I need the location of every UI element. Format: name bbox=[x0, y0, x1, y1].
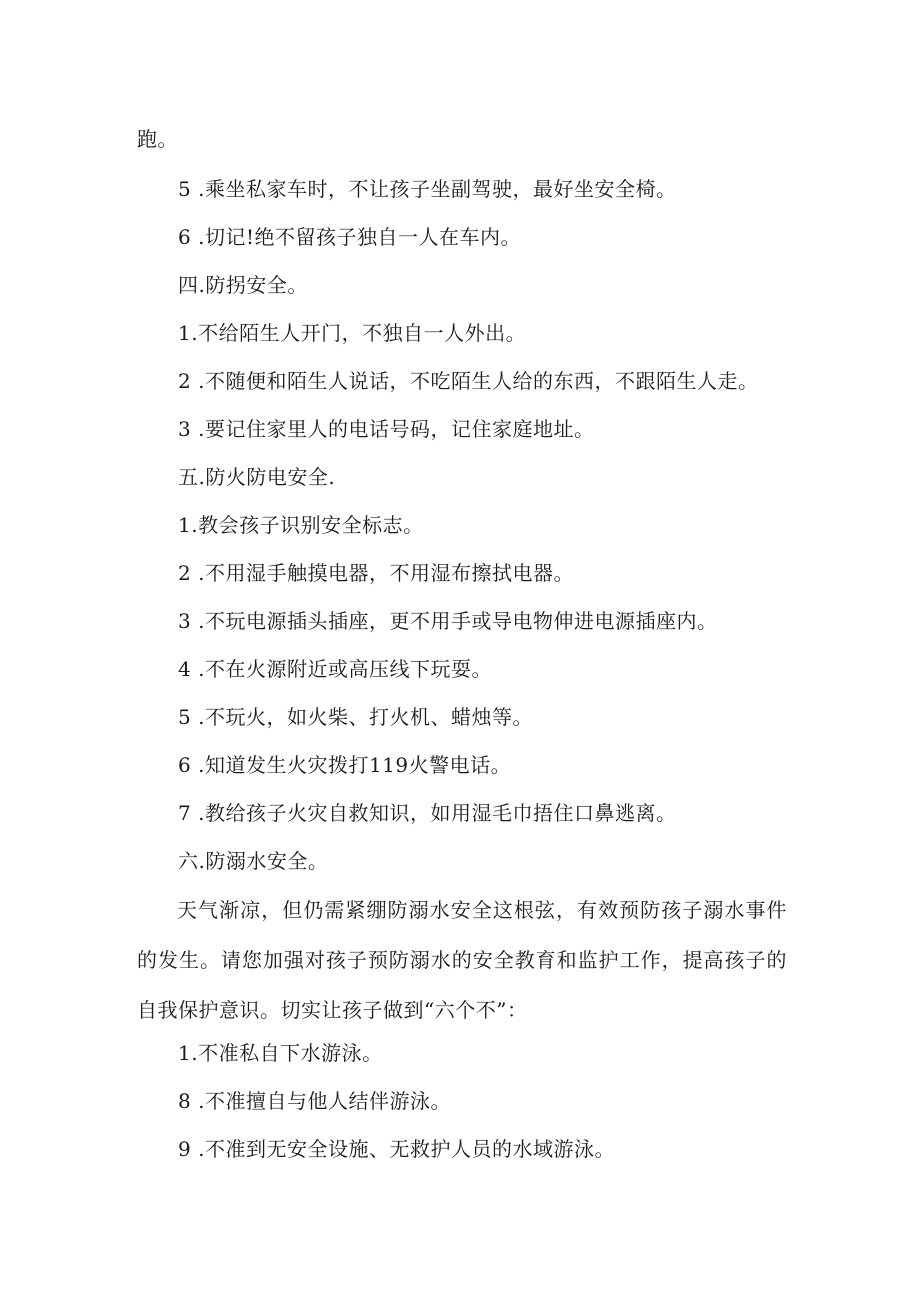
section-heading: 五.防火防电安全. bbox=[178, 465, 336, 489]
list-item: 4 .不在火源附近或高压线下玩耍。 bbox=[178, 657, 492, 681]
list-item: 8 .不准擅自与他人结伴游泳。 bbox=[178, 1089, 451, 1113]
section-heading: 六.防溺水安全。 bbox=[178, 849, 329, 873]
continuation-text: 跑。 bbox=[137, 127, 178, 151]
list-item: 3 .要记住家里人的电话号码，记住家庭地址。 bbox=[178, 417, 595, 441]
list-item: 6 .知道发生火灾拨打119火警电话。 bbox=[178, 753, 512, 777]
list-item: 9 .不准到无安全设施、无救护人员的水域游泳。 bbox=[178, 1137, 615, 1161]
list-item: 1.教会孩子识别安全标志。 bbox=[178, 513, 424, 537]
section-heading: 四.防拐安全。 bbox=[178, 273, 308, 297]
list-item: 2 .不用湿手触摸电器，不用湿布擦拭电器。 bbox=[178, 561, 574, 585]
list-item: 5 .不玩火，如火柴、打火机、蜡烛等。 bbox=[178, 705, 533, 729]
list-item: 2 .不随便和陌生人说话，不吃陌生人给的东西，不跟陌生人走。 bbox=[178, 369, 759, 393]
list-item: 1.不给陌生人开门，不独自一人外出。 bbox=[178, 321, 527, 345]
list-item: 5 .乘坐私家车时，不让孩子坐副驾驶，最好坐安全椅。 bbox=[178, 177, 677, 201]
list-item: 1.不准私自下水游泳。 bbox=[178, 1041, 383, 1065]
list-item: 7 .教给孩子火灾自救知识，如用湿毛巾捂住口鼻逃离。 bbox=[178, 801, 677, 825]
list-item: 6 .切记!绝不留孩子独自一人在车内。 bbox=[178, 225, 521, 249]
intro-paragraph: 天气渐凉，但仍需紧绷防溺水安全这根弦，有效预防孩子溺水事件的发生。请您加强对孩子预防溺水的安全教育和监护工作，提高孩子的自我保护意识。切实让孩子做到“六个不”： bbox=[137, 898, 787, 1022]
list-item: 3 .不玩电源插头插座，更不用手或导电物伸进电源插座内。 bbox=[178, 609, 718, 633]
